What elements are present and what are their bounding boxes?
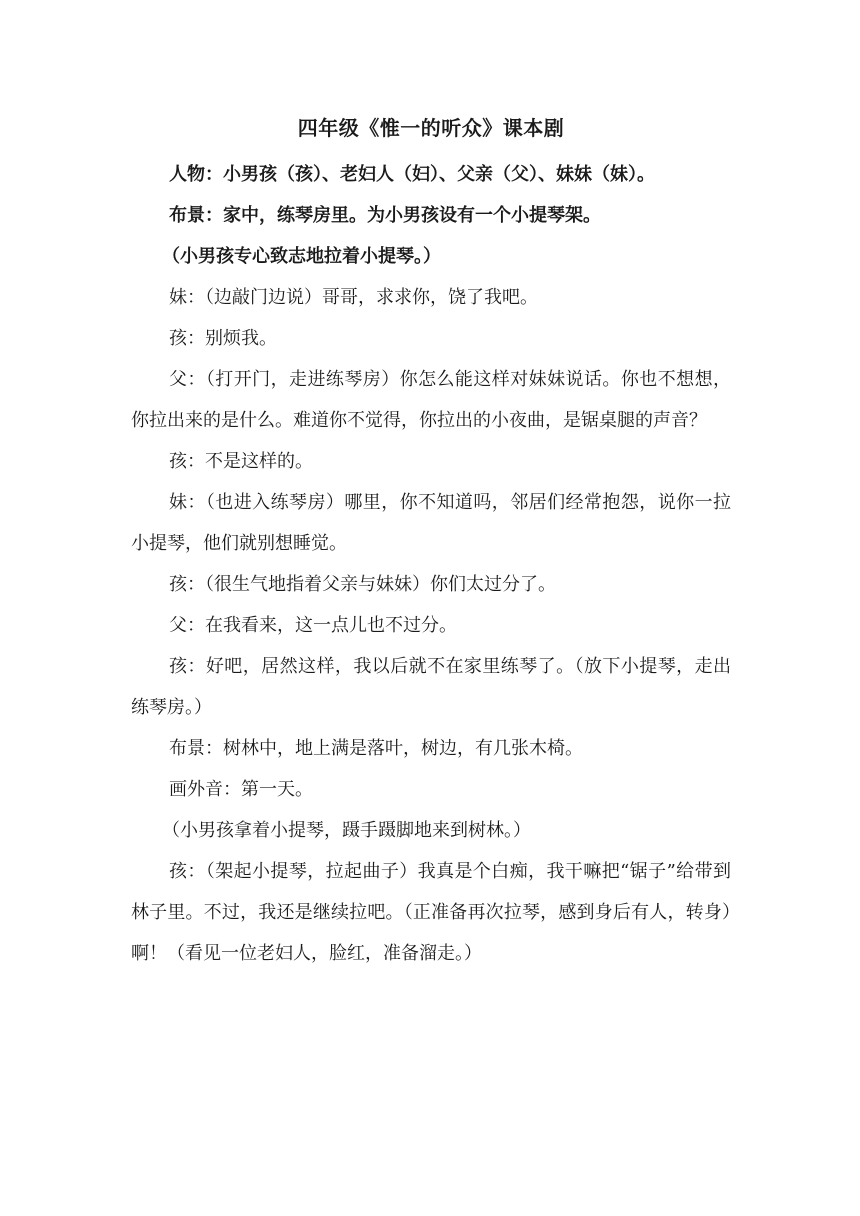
setting-line: 布景：家中，练琴房里。为小男孩设有一个小提琴架。: [169, 205, 601, 226]
scene-setting-line: 布景：树林中，地上满是落叶，树边，有几张木椅。: [169, 738, 583, 759]
dialogue-line: 孩：（很生气地指着父亲与妹妹）你们太过分了。: [169, 574, 556, 595]
dialogue-line: 孩：（架起小提琴，拉起曲子）我真是个白痴，我干嘛把“锯子”给带到林子里。不过，我还是继续拉吧。（正准备再次拉琴，感到身后有人，转身）啊！（看见一位老妇人，脸红，准备溜走。）: [131, 861, 731, 964]
dialogue-line: 孩：别烦我。: [169, 328, 277, 349]
document-body: [131, 112, 731, 974]
dialogue-line: 孩：不是这样的。: [169, 451, 313, 472]
voiceover-line: 画外音：第一天。: [169, 779, 313, 800]
document-title: 四年级《惟一的听众》课本剧: [297, 116, 565, 140]
characters-line: 人物：小男孩（孩）、老妇人（妇）、父亲（父）、妹妹（妹）。: [169, 164, 655, 185]
dialogue-line: 妹：（也进入练琴房）哪里，你不知道吗，邻居们经常抱怨，说你一拉小提琴，他们就别想睡觉。: [131, 492, 731, 554]
dialogue-line: 父：在我看来，这一点儿也不过分。: [169, 615, 457, 636]
dialogue-line: 妹：（边敲门边说）哥哥，求求你，饶了我吧。: [169, 287, 538, 308]
dialogue-line: 孩：好吧，居然这样，我以后就不在家里练琴了。（放下小提琴，走出练琴房。）: [131, 656, 731, 718]
dialogue-line: 父：（打开门，走进练琴房）你怎么能这样对妹妹说话。你也不想想，你拉出来的是什么。难道你不觉得，你拉出的小夜曲，是锯桌腿的声音？: [131, 369, 731, 431]
stage-direction: （小男孩拿着小提琴，蹑手蹑脚地来到树林。）: [162, 820, 531, 841]
stage-direction: （小男孩专心致志地拉着小提琴。）: [162, 246, 441, 267]
